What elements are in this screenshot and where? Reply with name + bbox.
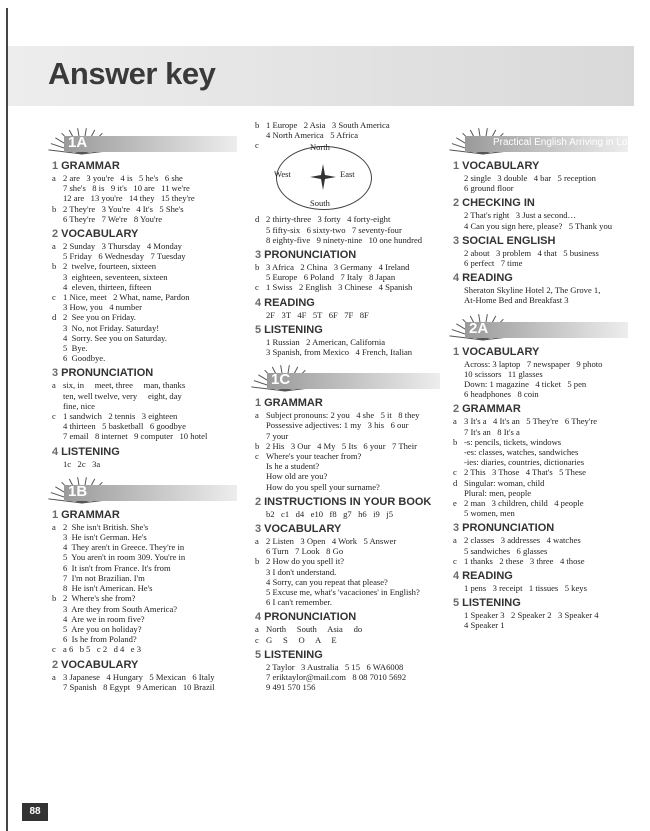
item-letter: a (255, 624, 259, 635)
item-answers: 3 It's a 4 It's an 5 They're 6 They're 7 It's an 8 It's a (464, 416, 598, 437)
answer-item (52, 459, 237, 469)
section-heading (255, 496, 440, 508)
answer-item (255, 262, 440, 282)
answer-column-1 (52, 120, 237, 692)
unit-banner (255, 363, 440, 391)
item-answers: 2 She isn't British. She's 3 He isn't German. He's 4 They aren't in Greece. They're in 5 You aren't in room 309. You're in 6 It isn't from France. It's from 7 I'm not Brazilian. I'm 8 He isn't American. He's (63, 521, 186, 594)
item-answers: 2 This 3 Those 4 That's 5 These (464, 467, 586, 478)
section-number: 3 (255, 249, 262, 262)
item-letter: a (255, 536, 259, 547)
section-label: GRAMMAR (264, 397, 323, 410)
item-letter: e (453, 498, 457, 509)
section-number: 2 (453, 403, 460, 416)
item-answers: 2 See you on Friday. 3 No, not Friday. Saturday! 4 Sorry. See you on Saturday. 5 Bye. 6 Goodbye. (63, 312, 167, 364)
item-answers: 1 Europe 2 Asia 3 South America 4 North America 5 Africa (266, 120, 390, 141)
unit-code: 1A (68, 134, 88, 151)
section-heading (52, 367, 237, 379)
item-letter: a (453, 416, 457, 427)
section-label: VOCABULARY (462, 160, 540, 172)
section-label: LISTENING (61, 445, 120, 458)
answer-item (453, 173, 628, 193)
section-label: GRAMMAR (462, 403, 521, 416)
compass-south-label: South (310, 198, 330, 209)
section-label: LISTENING (264, 323, 323, 336)
item-letter: c (52, 292, 56, 303)
item-letter (453, 210, 464, 230)
section-label: READING (462, 570, 513, 583)
section-heading (453, 272, 628, 284)
item-answers: 2 How do you spell it? 3 I don't understand. 4 Sorry, can you repeat that please? 5 Excuse me, what's 'vacaciones' in English? 6 I can't remember. (266, 556, 420, 608)
unit-banner (52, 475, 237, 503)
section-number: 5 (255, 323, 262, 336)
item-letter: c (255, 451, 259, 462)
answer-item (453, 556, 628, 566)
unit-code: 1B (68, 482, 88, 500)
answer-item (453, 210, 628, 230)
section-heading (255, 649, 440, 661)
section-heading (52, 509, 237, 521)
section-number: 3 (52, 367, 59, 380)
item-answers: 2 Taylor 3 Australia 5 15 6 WA6008 7 eriktaylor@mail.com 8 08 7010 5692 9 491 570 156 (266, 661, 407, 693)
answer-item (453, 535, 628, 555)
item-answers: 2F 3T 4F 5T 6F 7F 8F (266, 309, 369, 320)
answer-item (453, 437, 628, 468)
section-label: READING (264, 296, 315, 309)
section-number: 2 (52, 228, 59, 241)
section-heading (255, 324, 440, 336)
section-label: GRAMMAR (61, 160, 120, 172)
item-answers: 2 They're 3 You're 4 It's 5 She's 6 They're 7 We're 8 You're (63, 203, 184, 224)
unit-banner-bar (465, 319, 628, 338)
answer-item (453, 285, 628, 305)
item-answers: 2 single 3 double 4 bar 5 reception 6 ground floor (464, 173, 596, 194)
answer-item (255, 282, 440, 292)
section-label: PRONUNCIATION (462, 522, 555, 535)
section-number: 2 (52, 658, 59, 671)
section-label: LISTENING (462, 597, 521, 610)
item-answers: 3 Africa 2 China 3 Germany 4 Ireland 5 Europe 6 Poland 7 Italy 8 Japan (266, 262, 410, 283)
item-letter: c (255, 634, 259, 645)
answer-item (52, 173, 237, 204)
item-answers: 2 about 3 problem 4 that 5 business 6 perfect 7 time (464, 247, 599, 269)
item-letter: a (255, 410, 259, 421)
section-heading (453, 597, 628, 609)
section-number: 4 (453, 272, 460, 285)
unit-code: 1C (271, 371, 291, 389)
item-letter: a (52, 521, 56, 532)
answer-item (255, 410, 440, 441)
item-letter: b (52, 203, 57, 214)
section-number: 1 (52, 160, 59, 172)
page-number: 88 (22, 803, 48, 821)
item-letter: a (52, 671, 56, 682)
section-heading (255, 523, 440, 535)
section-number: 1 (453, 345, 460, 358)
item-answers: six, in meet, three man, thanks ten, well twelve, very eight, day fine, nice (63, 380, 186, 411)
answer-item (52, 204, 237, 224)
item-answers: 2 His 3 Our 4 My 5 Its 6 your 7 Their (266, 440, 417, 451)
item-answers: North South Asia do (266, 624, 363, 635)
item-answers: 1 Swiss 2 English 3 Chinese 4 Spanish (266, 282, 413, 293)
item-letter: d (52, 312, 57, 323)
item-letter: b (255, 120, 260, 130)
compass-east-label: East (340, 169, 355, 180)
item-answers: 2 Sunday 3 Thursday 4 Monday 5 Friday 6 Wednesday 7 Tuesday (63, 241, 186, 262)
left-margin-rule (6, 8, 8, 831)
item-letter: b (255, 262, 260, 273)
item-answers: 1 thanks 2 these 3 three 4 those (464, 555, 585, 566)
answer-item (52, 292, 237, 312)
section-number: 4 (52, 445, 59, 458)
item-letter: a (453, 535, 457, 546)
item-answers: 2 classes 3 addresses 4 watches 5 sandwiches 6 glasses (464, 535, 581, 556)
item-answers: 1 Speaker 3 2 Speaker 2 3 Speaker 4 4 Speaker 1 (464, 610, 599, 631)
item-letter: b (255, 440, 260, 451)
section-label: PRONUNCIATION (264, 249, 357, 262)
page-title: Answer key (48, 56, 216, 91)
section-number: 2 (255, 495, 262, 508)
item-answers: 2 are 3 you're 4 is 5 he's 6 she 7 she's 8 is 9 it's 10 are 11 we're 12 are 13 you're 14 they 15 they're (63, 173, 195, 204)
section-label: SOCIAL ENGLISH (462, 234, 556, 247)
item-answers: 1 Nice, meet 2 What, name, Pardon 3 How, you 4 number (63, 292, 190, 313)
item-letter (52, 459, 63, 469)
answer-item (453, 478, 628, 498)
item-letter (453, 248, 464, 268)
answer-item (52, 380, 237, 411)
section-label: VOCABULARY (61, 228, 139, 241)
item-letter (255, 310, 266, 320)
item-answers: 1 Russian 2 American, California 3 Spanish, from Mexico 4 French, Italian (266, 336, 413, 358)
item-letter: d (453, 477, 458, 488)
section-label: READING (462, 272, 513, 285)
item-letter: b (52, 593, 57, 604)
section-number: 4 (255, 296, 262, 309)
item-letter (453, 583, 464, 593)
answer-item (255, 624, 440, 634)
item-letter (255, 662, 266, 693)
section-heading (52, 659, 237, 671)
section-number: 3 (255, 523, 262, 536)
unit-banner-bar (64, 482, 237, 501)
answer-item (255, 662, 440, 693)
item-answers: Where's your teacher from? Is he a student? How old are you? How do you spell your surname? (266, 451, 380, 492)
item-letter: c (453, 555, 457, 566)
section-heading (52, 446, 237, 458)
section-heading (255, 397, 440, 409)
item-answers: Sheraton Skyline Hotel 2, The Grove 1, At-Home Bed and Breakfast 3 (464, 285, 601, 306)
section-label: VOCABULARY (61, 658, 139, 671)
item-letter (453, 285, 464, 305)
item-answers: 2 man 3 children, child 4 people 5 women, men (464, 498, 584, 519)
item-letter: b (255, 556, 260, 567)
section-label: VOCABULARY (462, 345, 540, 358)
item-letter: d (255, 214, 260, 225)
section-heading (453, 403, 628, 415)
answer-item (255, 635, 440, 645)
item-answers: Across: 3 laptop 7 newspaper 9 photo 10 scissors 11 glasses Down: 1 magazine 4 ticket 5 pen 6 headphones 8 coin (464, 358, 603, 400)
section-label: INSTRUCTIONS IN YOUR BOOK (264, 495, 432, 508)
section-heading (453, 522, 628, 534)
item-answers: -s: pencils, tickets, windows -es: classes, watches, sandwiches -ies: diaries, countries, dictionaries (464, 436, 585, 468)
answer-item (52, 241, 237, 261)
answer-item (453, 498, 628, 518)
answer-item (255, 120, 440, 140)
item-answers: a 6 b 5 c 2 d 4 e 3 (63, 644, 142, 655)
item-letter: c (52, 411, 56, 422)
section-number: 5 (453, 597, 460, 610)
answer-item (255, 536, 440, 556)
section-label: LISTENING (264, 648, 323, 661)
unit-banner-bar (267, 373, 440, 389)
answer-item (255, 451, 440, 492)
answer-item (255, 214, 440, 245)
section-number: 4 (255, 611, 262, 624)
section-label: PRONUNCIATION (61, 367, 154, 380)
unit-banner-bar (64, 136, 237, 152)
answer-item (52, 644, 237, 654)
answer-item (255, 509, 440, 519)
answer-item (255, 310, 440, 320)
compass-north-label: North (310, 142, 330, 153)
item-letter (453, 173, 464, 193)
item-answers: 2 Where's she from? 3 Are they from South America? 4 Are we in room five? 5 Are you on holiday? 6 Is he from Poland? (63, 593, 178, 645)
item-letter: a (52, 241, 56, 252)
item-answers: 2 twelve, fourteen, sixteen 3 eighteen, seventeen, sixteen 4 eleven, thirteen, fifteen (63, 261, 168, 292)
answer-item (453, 467, 628, 477)
section-heading (453, 346, 628, 358)
section-heading (255, 611, 440, 623)
answer-item (52, 593, 237, 644)
section-number: 3 (453, 522, 460, 535)
section-label: VOCABULARY (264, 523, 342, 536)
answer-item (453, 583, 628, 593)
answer-item (52, 672, 237, 692)
item-letter: a (52, 380, 56, 391)
section-heading (255, 297, 440, 309)
section-number: 5 (255, 648, 262, 661)
item-answers: G S O A E (266, 634, 337, 645)
answer-item (453, 359, 628, 400)
item-answers: 2 thirty-three 3 forty 4 forty-eight 5 fifty-six 6 sixty-two 7 seventy-four 8 eighty-five 9 ninety-nine 10 one hundred (266, 214, 423, 245)
item-letter: b (52, 261, 57, 272)
item-answers: 2 That's right 3 Just a second… 4 Can you sign here, please? 5 Thank you (464, 210, 613, 231)
item-answers: b2 c1 d4 e10 f8 g7 h6 i9 j5 (266, 508, 393, 519)
item-letter (255, 337, 266, 357)
item-answers: 1 pens 3 receipt 1 tissues 5 keys (464, 583, 587, 594)
compass-diagram (270, 142, 380, 212)
compass-rose-icon (310, 164, 336, 190)
unit-banner (52, 126, 237, 154)
section-number: 1 (52, 508, 59, 521)
item-letter: a (52, 173, 56, 183)
item-answers: 2 Listen 3 Open 4 Work 5 Answer 6 Turn 7 Look 8 Go (266, 536, 397, 557)
answer-item (453, 416, 628, 436)
item-letter (255, 509, 266, 519)
item-letter (453, 359, 464, 400)
section-heading (52, 228, 237, 240)
section-number: 3 (453, 234, 460, 247)
unit-title: Practical English Arriving in London (493, 137, 650, 148)
unit-banner (453, 126, 650, 154)
item-letter: c (52, 644, 56, 655)
answer-column-2 (255, 120, 440, 693)
answer-item (52, 411, 237, 442)
item-letter: b (453, 436, 458, 447)
section-heading (453, 570, 628, 582)
answer-item (52, 312, 237, 363)
answer-column-3 (453, 120, 650, 631)
section-heading (453, 160, 628, 172)
answer-item (255, 441, 440, 451)
section-number: 1 (453, 160, 460, 172)
item-answers: Subject pronouns: 2 you 4 she 5 it 8 they Possessive adjectives: 1 my 3 his 6 our 7 your (266, 410, 420, 441)
answer-item (52, 261, 237, 292)
section-number: 2 (453, 197, 460, 210)
item-answers: 1c 2c 3a (63, 458, 101, 469)
answer-item (52, 522, 237, 593)
answer-item (255, 140, 440, 214)
section-heading (453, 197, 628, 209)
section-heading (255, 249, 440, 261)
item-letter: c (255, 140, 259, 151)
unit-code: 2A (469, 319, 489, 337)
section-label: GRAMMAR (61, 508, 120, 521)
section-label: CHECKING IN (462, 197, 535, 210)
unit-banner (453, 312, 628, 340)
item-answers: 3 Japanese 4 Hungary 5 Mexican 6 Italy 7 Spanish 8 Egypt 9 American 10 Brazil (63, 671, 215, 692)
section-number: 1 (255, 397, 262, 410)
item-answers: Singular: woman, child Plural: men, people (464, 477, 545, 498)
compass-west-label: West (274, 169, 291, 180)
section-label: PRONUNCIATION (264, 611, 357, 624)
section-heading (453, 235, 628, 247)
section-heading (52, 160, 237, 172)
item-answers: 1 sandwich 2 tennis 3 eighteen 4 thirteen 5 basketball 6 goodbye 7 email 8 internet 9 computer 10 hotel (63, 411, 208, 442)
item-letter: c (255, 282, 259, 293)
answer-item (453, 610, 628, 630)
answer-item (453, 248, 628, 268)
item-letter: c (453, 467, 457, 478)
answer-item (255, 556, 440, 607)
answer-item (255, 337, 440, 357)
section-number: 4 (453, 570, 460, 583)
item-letter (453, 610, 464, 630)
